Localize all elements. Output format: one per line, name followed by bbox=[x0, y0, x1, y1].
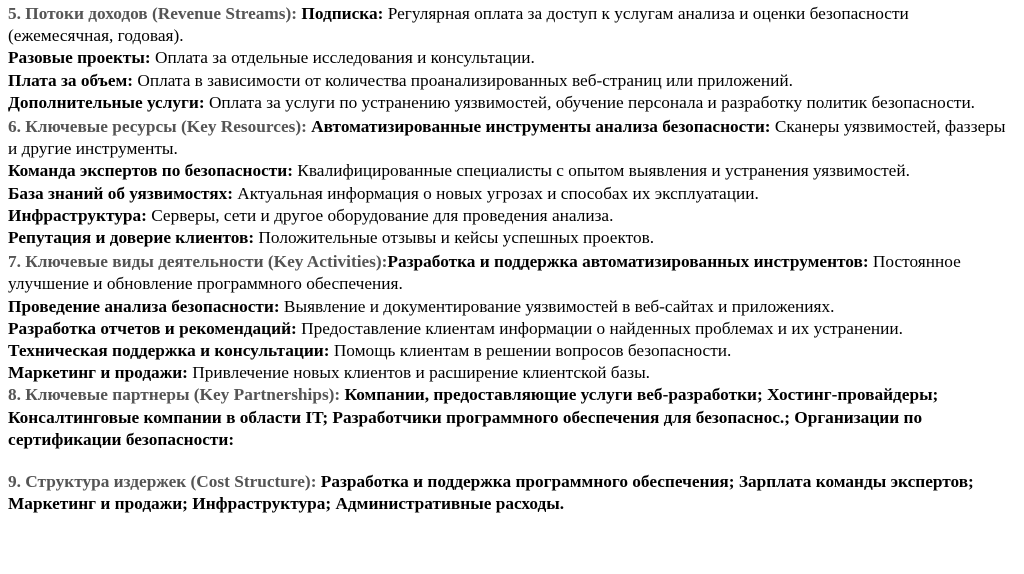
section-5-heading: 5. Потоки доходов (Revenue Streams): bbox=[8, 4, 298, 23]
section-5-item-1-term: Подписка: bbox=[301, 4, 384, 23]
section-7-line-1 bbox=[8, 251, 1016, 295]
section-6-item-4-text: Серверы, сети и другое оборудование для проведения анализа. bbox=[146, 205, 614, 225]
section-7-item-2-text: Выявление и документирование уязвимостей в веб-сайтах и приложениях. bbox=[279, 296, 835, 316]
section-5-item-4-text: Оплата за услуги по устранению уязвимостей, обучение персонала и разработку политик безопасности. bbox=[204, 92, 976, 112]
section-9-body: Разработка и поддержка программного обеспечения; Зарплата команды экспертов; Маркетинг и продажи; Инфраструктура; Административные расходы. bbox=[8, 472, 974, 514]
section-7-item-5 bbox=[8, 362, 1016, 384]
section-6-line-1 bbox=[8, 116, 1016, 160]
section-6-item-1-text: Сканеры уязвимостей, фаззеры и другие инструменты. bbox=[8, 117, 1006, 159]
section-6-item-3-term: База знаний об уязвимостях: bbox=[8, 183, 233, 203]
section-5-item-1-text: Регулярная оплата за доступ к услугам анализа и оценки безопасности (ежемесячная, годовая). bbox=[8, 4, 909, 46]
section-7-item-1-term: Разработка и поддержка автоматизированных инструментов: bbox=[387, 252, 869, 272]
section-6-item-4-term: Инфраструктура: bbox=[8, 205, 147, 225]
section-7-item-3-term: Разработка отчетов и рекомендаций: bbox=[8, 318, 297, 338]
section-5-line-1 bbox=[8, 3, 1016, 47]
section-6-item-5-text: Положительные отзывы и кейсы успешных проектов. bbox=[254, 228, 655, 248]
section-6-item-3-text: Актуальная информация о новых угрозах и способах их эксплуатации. bbox=[232, 183, 759, 203]
spacer bbox=[8, 451, 1016, 471]
section-7-item-4-term: Техническая поддержка и консультации: bbox=[8, 341, 330, 361]
section-5-item-2-text: Оплата за отдельные исследования и консультации. bbox=[150, 48, 535, 68]
section-6-item-5 bbox=[8, 227, 1016, 249]
section-5-item-4-term: Дополнительные услуги: bbox=[8, 92, 205, 112]
section-7-item-4 bbox=[8, 340, 1016, 362]
section-5-item-3-term: Плата за объем: bbox=[8, 70, 134, 90]
section-6-item-2-text: Квалифицированные специалисты с опытом выявления и устранения уязвимостей. bbox=[292, 161, 910, 181]
section-6-item-2 bbox=[8, 160, 1016, 182]
section-7-item-3-text: Предоставление клиентам информации о найденных проблемах и их устранении. bbox=[296, 318, 903, 338]
section-5-item-3-text: Оплата в зависимости от количества проанализированных веб-страниц или приложений. bbox=[133, 70, 793, 90]
section-6-item-5-term: Репутация и доверие клиентов: bbox=[8, 228, 255, 248]
section-9-heading: 9. Структура издержек (Cost Structure): bbox=[8, 472, 317, 492]
section-5-item-3 bbox=[8, 70, 1016, 92]
section-7-item-3 bbox=[8, 318, 1016, 340]
section-6-heading: 6. Ключевые ресурсы (Key Resources): bbox=[8, 117, 307, 137]
section-5-item-4 bbox=[8, 92, 1016, 114]
section-6-item-4 bbox=[8, 205, 1016, 227]
section-8 bbox=[8, 384, 1016, 451]
section-7-heading: 7. Ключевые виды деятельности (Key Activities): bbox=[8, 252, 388, 272]
section-6-item-2-term: Команда экспертов по безопасности: bbox=[8, 161, 293, 181]
section-5-item-2 bbox=[8, 47, 1016, 69]
section-9 bbox=[8, 471, 1016, 515]
section-6-item-1-term: Автоматизированные инструменты анализа безопасности: bbox=[311, 117, 771, 137]
section-6-item-3 bbox=[8, 183, 1016, 205]
section-7-item-2 bbox=[8, 296, 1016, 318]
section-5-item-2-term: Разовые проекты: bbox=[8, 48, 151, 68]
section-7-item-5-text: Привлечение новых клиентов и расширение клиентской базы. bbox=[187, 363, 651, 383]
section-7-item-1-text: Постоянное улучшение и обновление программного обеспечения. bbox=[8, 252, 961, 294]
section-7-item-4-text: Помощь клиентам в решении вопросов безопасности. bbox=[329, 341, 732, 361]
section-7-item-5-term: Маркетинг и продажи: bbox=[8, 363, 188, 383]
section-8-heading: 8. Ключевые партнеры (Key Partnerships): bbox=[8, 385, 341, 405]
section-8-body: Компании, предоставляющие услуги веб-разработки; Хостинг-провайдеры; Консалтинговые компании в области IT; Разработчики программного обеспечения для безопаснос.; Организации по сертификации безопасности: bbox=[8, 385, 939, 449]
section-7-item-2-term: Проведение анализа безопасности: bbox=[8, 296, 280, 316]
